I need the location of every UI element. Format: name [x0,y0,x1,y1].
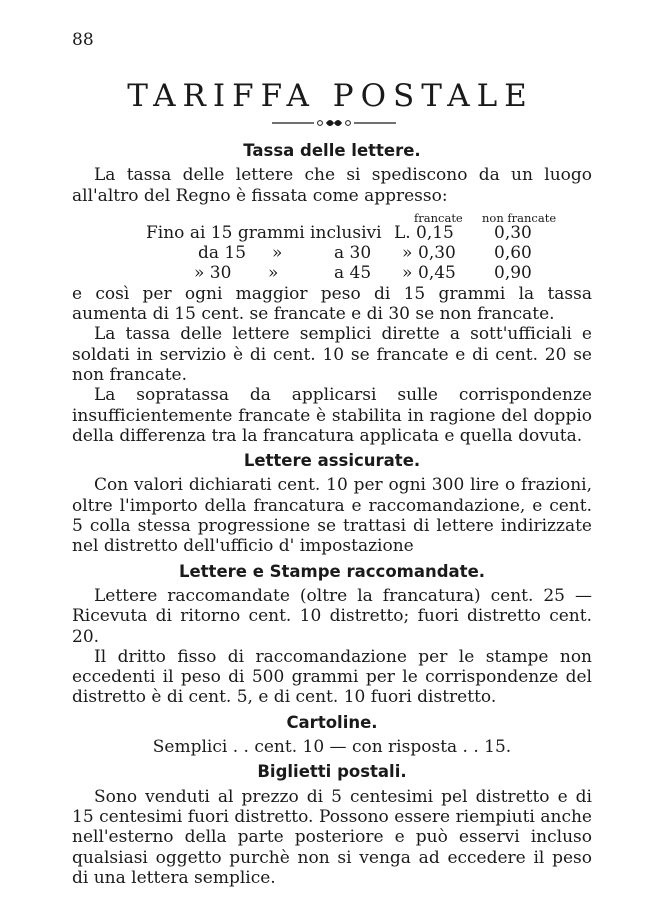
rate-francate: 0,45 [418,263,456,284]
letters-increment: e così per ogni maggior peso di 15 grammi la tassa aumenta di 15 cent. se francate e di 30 se non francate. [72,283,592,325]
heading-insured: Lettere assicurate. [243,451,421,471]
rate-table-header [72,206,592,223]
rate-currency: L. [394,222,411,243]
rate-non-francate: 0,60 [494,243,532,264]
heading-postcards: Cartoline. [286,712,378,732]
rate-weight: » 30 [194,263,232,284]
letters-soldiers: La tassa delle lettere semplici dirette a sott'ufficiali e soldati in servizio è di cent. 10 se francate e di cent. 20 se non francate. [72,324,592,385]
registered-text-1: Lettere raccomandate (oltre la francatura) cent. 25 — Ricevuta di ritorno cent. 10 distretto; fuori distretto cent. 20. [72,585,592,647]
heading-registered: Lettere e Stampe raccomandate. [178,561,486,581]
rate-ditto: » [402,263,413,284]
rate-row [72,243,592,263]
col-francate: francate [414,210,463,225]
rate-weight: Fino ai 15 grammi inclusivi [146,222,382,243]
page-title: TARIFFA POSTALE [127,78,534,114]
rate-ditto: » [272,243,283,264]
rate-non-francate: 0,30 [494,222,532,243]
rate-row [72,263,592,283]
letters-intro: La tassa delle lettere che si spediscono da un luogo all'altro del Regno è fissata come appresso: [72,165,592,206]
insured-text: Con valori dichiarati cent. 10 per ogni 300 lire o frazioni, oltre l'importo della francatura e raccomandazione, e cent. 5 colla stessa progressione se trattasi di lettere indirizzate nel distretto dell'ufficio d' impostazione [72,475,592,557]
rate-ditto: » [402,243,413,264]
ornament-divider-icon [270,116,398,130]
rate-weight-to: a 30 [334,243,372,264]
rate-row [72,223,592,243]
rate-weight-to: a 45 [334,263,372,284]
letters-surcharge: La sopratassa da applicarsi sulle corrispondenze insufficientemente francate è stabilita in ragione del doppio della differenza tra la francatura applicata e quella dovuta. [72,385,592,446]
rate-weight: da 15 [198,243,247,264]
registered-text-2: Il dritto fisso di raccomandazione per le stampe non eccedenti il peso di 500 grammi per le corrispondenze del distretto è di cent. 5, e di cent. 10 fuori distretto. [72,646,592,708]
postal-tickets-text: Sono venduti al prezzo di 5 centesimi pel distretto e di 15 centesimi fuori distretto. Possono essere riempiuti anche nell'esterno della parte posteriore e può esservi incluso qualsiasi oggetto purchè non si venga ad eccedere il peso di una lettera semplice. [72,786,592,888]
tariff-content [72,136,592,888]
page-number: 88 [72,30,94,50]
heading-postal-tickets: Biglietti postali. [257,762,407,782]
rate-francate: 0,30 [418,243,456,264]
rate-francate: 0,15 [416,222,454,243]
col-non-francate: non francate [482,210,557,225]
rate-ditto: » [268,263,279,284]
postcards-text: Semplici . . cent. 10 — con risposta . . 15. [152,737,512,758]
rate-non-francate: 0,90 [494,263,532,284]
heading-letters: Tassa delle lettere. [243,141,421,160]
